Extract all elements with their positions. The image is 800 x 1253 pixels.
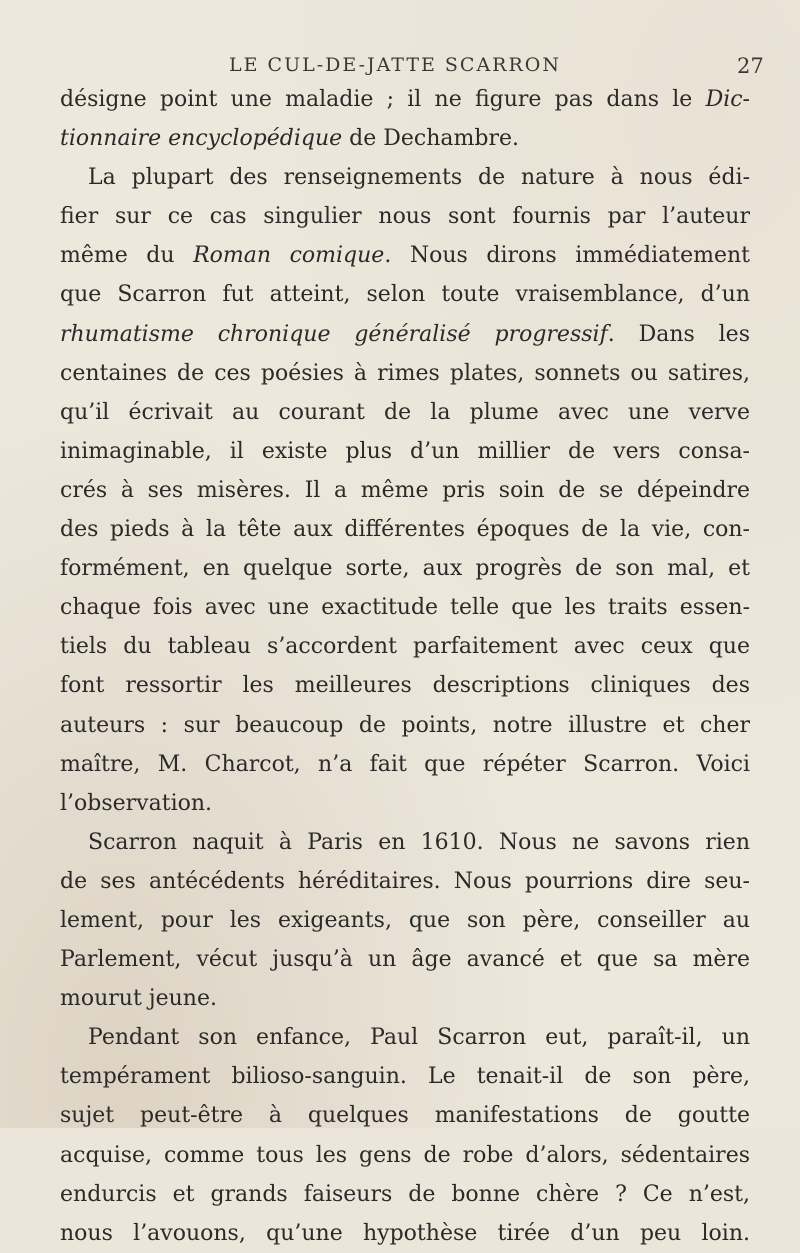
italic-text: tionnaire encyclopédique (60, 126, 343, 152)
text-line (60, 432, 750, 471)
text-line (60, 901, 750, 940)
page-number: 27 (737, 54, 764, 78)
text-line (60, 158, 750, 197)
text-line (60, 80, 750, 119)
text-segment: acquise, comme tous les gens de robe d’alors, sédentaires (60, 1142, 750, 1168)
text-line (60, 1096, 750, 1135)
text-segment: que Scarron fut atteint, selon toute vraisemblance, d’un (60, 282, 750, 308)
text-line (60, 823, 750, 862)
text-segment: crés à ses misères. Il a même pris soin de se dépeindre (60, 477, 750, 503)
text-segment: fier sur ce cas singulier nous sont fournis par l’auteur (60, 204, 750, 230)
italic-text: rhumatisme chronique généralisé progressif (60, 321, 608, 347)
text-segment: de Dechambre. (342, 126, 520, 152)
text-line (60, 510, 750, 549)
text-line (60, 627, 750, 666)
text-line (60, 1057, 750, 1096)
text-segment: de ses antécédents héréditaires. Nous pourrions dire seu- (60, 868, 750, 894)
text-segment: lement, pour les exigeants, que son père, conseiller au (60, 907, 750, 933)
text-line (60, 706, 750, 745)
text-line (60, 588, 750, 627)
text-segment: l’observation. (60, 790, 213, 816)
text-segment: font ressortir les meilleures descriptions cliniques des (60, 673, 750, 699)
text-line (60, 979, 750, 1018)
text-segment: formément, en quelque sorte, aux progrès de son mal, et (60, 556, 750, 582)
text-line (60, 549, 750, 588)
text-segment: . Nous dirons immédiatement (384, 243, 750, 269)
text-line (60, 940, 750, 979)
text-segment: endurcis et grands faiseurs de bonne chère ? Ce n’est, (60, 1181, 750, 1207)
text-line (60, 1214, 750, 1253)
text-line (60, 119, 750, 158)
text-segment: tempérament bilioso-sanguin. Le tenait-il de son père, (60, 1064, 750, 1090)
text-line (60, 275, 750, 314)
text-line (60, 862, 750, 901)
text-segment: qu’il écrivait au courant de la plume avec une verve (60, 399, 750, 425)
text-segment: Scarron naquit à Paris en 1610. Nous ne savons rien (88, 829, 750, 855)
text-segment: centaines de ces poésies à rimes plates, sonnets ou satires, (60, 360, 750, 386)
text-segment: tiels du tableau s’accordent parfaitement avec ceux que (60, 634, 750, 660)
text-segment: chaque fois avec une exactitude telle que les traits essen- (60, 595, 750, 621)
italic-text: Dic- (705, 87, 750, 112)
text-segment: Pendant son enfance, Paul Scarron eut, paraît-il, un (88, 1025, 750, 1051)
text-segment: auteurs : sur beaucoup de points, notre illustre et cher (60, 712, 750, 738)
text-segment: nous l’avouons, qu’une hypothèse tirée d’un peu loin. (60, 1220, 750, 1246)
text-line (60, 471, 750, 510)
text-line (60, 236, 750, 275)
text-line (60, 1018, 750, 1057)
text-line (60, 1175, 750, 1214)
text-line (60, 197, 750, 236)
body-text (60, 80, 750, 1253)
text-segment: sujet peut-être à quelques manifestations de goutte (60, 1103, 750, 1129)
text-line (60, 745, 750, 784)
text-line (60, 393, 750, 432)
text-segment: des pieds à la tête aux différentes époques de la vie, con- (60, 517, 750, 543)
text-line (60, 666, 750, 705)
text-segment: désigne point une maladie ; il ne figure pas dans le (60, 87, 706, 112)
text-segment: mourut jeune. (60, 986, 217, 1012)
text-line (60, 354, 750, 393)
text-segment: même du (60, 243, 194, 269)
running-title: LE CUL-DE-JATTE SCARRON (229, 54, 561, 76)
text-segment: . Dans les (607, 321, 750, 347)
text-segment: Parlement, vécut jusqu’à un âge avancé et que sa mère (60, 947, 750, 973)
text-segment: La plupart des renseignements de nature à nous édi- (88, 165, 750, 191)
italic-text: Roman comique (193, 243, 385, 269)
text-segment: inimaginable, il existe plus d’un millier de vers consa- (60, 438, 750, 464)
text-line (60, 315, 750, 354)
text-segment: maître, M. Charcot, n’a fait que répéter Scarron. Voici (60, 751, 750, 777)
text-line (60, 1136, 750, 1175)
text-line (60, 784, 750, 823)
